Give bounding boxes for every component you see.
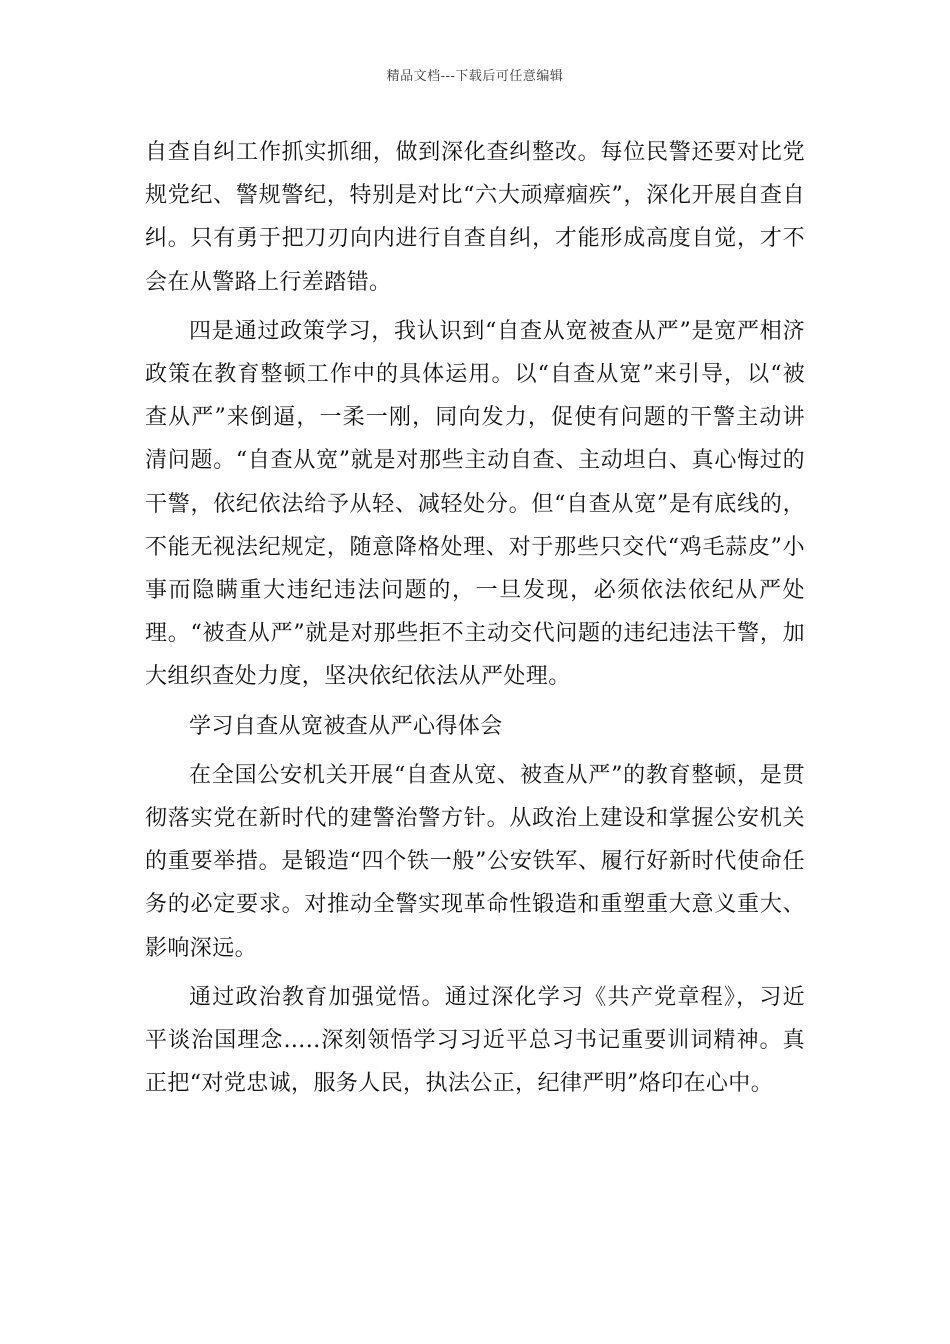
- paragraph-policy-study: 四是通过政策学习，我认识到“自查从宽被查从严”是宽严相济政策在教育整顿工作中的具体运用。以“自查从宽”来引导，以“被查从严”来倒逼，一柔一刚，同向发力，促使有问题的干警主动讲清问题。“自查从宽”就是对那些主动自查、主动坦白、真心悔过的干警，依纪依法给予从轻、减轻处分。但“自查从宽”是有底线的，不能无视法纪规定，随意降格处理、对于那些只交代“鸡毛蒜皮”小事而隐瞒重大违纪违法问题的，一旦发现，必须依法依纪从严处理。“被查从严”就是对那些拒不主动交代问题的违纪违法干警，加大组织查处力度，坚决依纪依法从严处理。: [145, 318, 805, 690]
- section-title: 学习自查从宽被查从严心得体会: [189, 713, 503, 739]
- paragraph-education-rectification: 在全国公安机关开展“自查从宽、被查从严”的教育整顿，是贯彻落实党在新时代的建警治警方针。从政治上建设和掌握公安机关的重要举措。是锻造“四个铁一般”公安铁军、履行好新时代使命任务的必定要求。对推动全警实现革命性锻造和重塑重大意义重大、影响深远。: [145, 762, 805, 961]
- paragraph-continuation: 自查自纠工作抓实抓细，做到深化查纠整改。每位民警还要对比党规党纪、警规警纪，特别是对比“六大顽瘴痼疾”，深化开展自查自纠。只有勇于把刀刃向内进行自查自纠，才能形成高度自觉，才不会在从警路上行差踏错。: [145, 140, 805, 295]
- document-body: [145, 131, 805, 1111]
- page-header: 精品文档---下载后可任意编辑: [386, 69, 564, 84]
- paragraph-political-education: 通过政治教育加强觉悟。通过深化学习《共产党章程》，习近平谈治国理念…..深刻领悟学习习近平总习书记重要训词精神。真正把“对党忠诚，服务人民，执法公正，纪律严明”烙印在心中。: [145, 984, 805, 1097]
